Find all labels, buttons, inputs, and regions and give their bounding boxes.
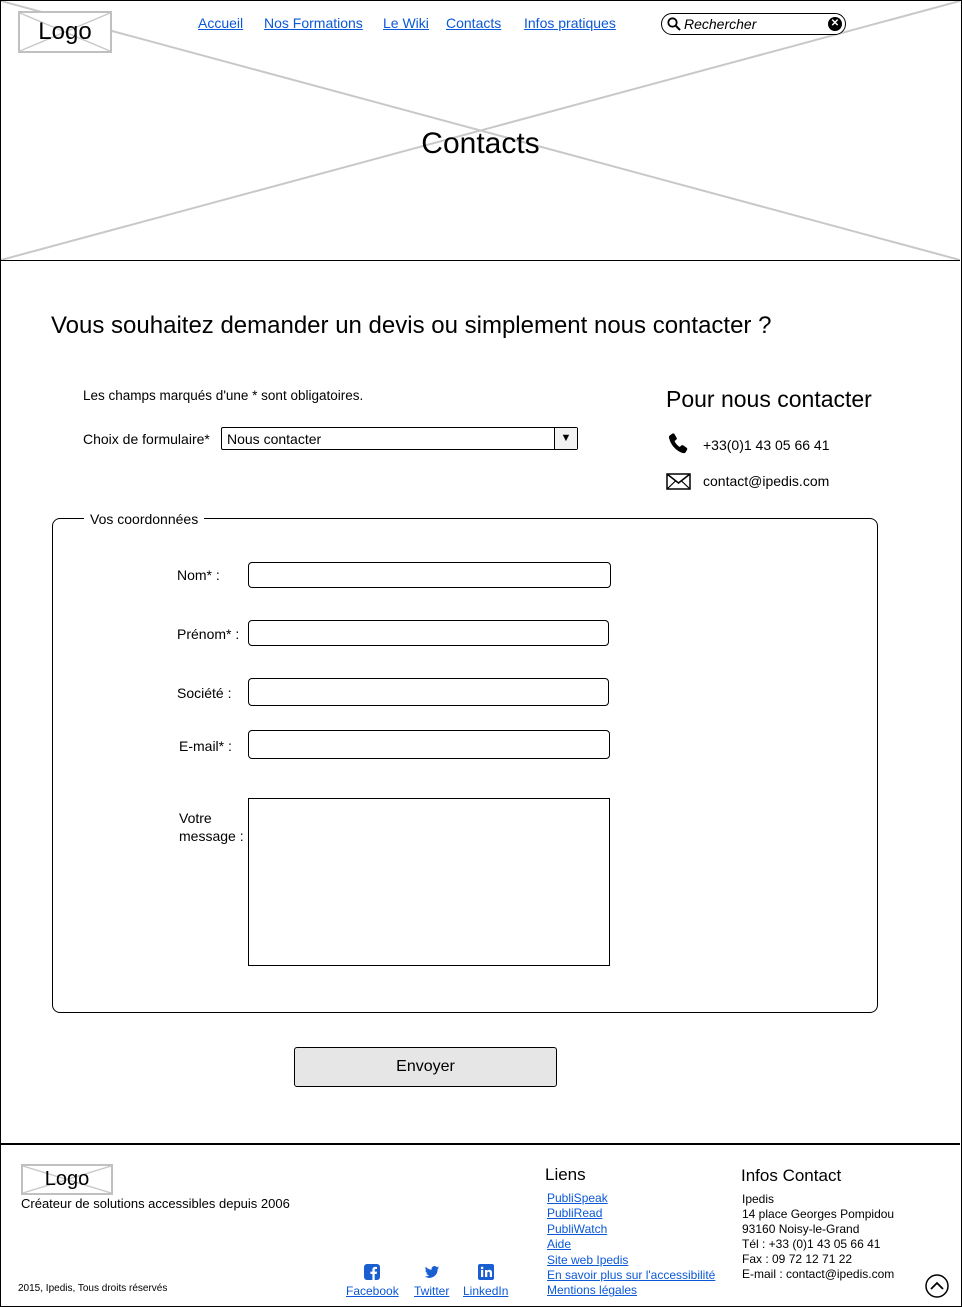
info-line-street: 14 place Georges Pompidou xyxy=(742,1207,895,1221)
footer-link-publispeak[interactable]: PubliSpeak xyxy=(547,1191,608,1205)
form-choice-select[interactable] xyxy=(221,427,578,450)
nom-label: Nom* : xyxy=(177,567,220,583)
main-heading: Vous souhaitez demander un devis ou simplement nous contacter ? xyxy=(51,312,772,339)
page-title: Contacts xyxy=(421,127,540,160)
prenom-field[interactable] xyxy=(248,620,609,646)
chevron-down-icon[interactable]: ▼ xyxy=(554,428,577,449)
footer-link-site-ipedis[interactable]: Site web Ipedis xyxy=(547,1252,629,1267)
footer-link-publiwatch[interactable]: PubliWatch xyxy=(547,1221,608,1236)
footer-links xyxy=(547,1190,715,1298)
info-contact-lines xyxy=(742,1192,894,1282)
contact-phone: +33(0)1 43 05 66 41 xyxy=(703,437,830,453)
clear-icon[interactable]: ✕ xyxy=(828,17,842,31)
email-label: E-mail* : xyxy=(179,738,232,754)
contact-email: contact@ipedis.com xyxy=(703,473,830,489)
search-icon[interactable] xyxy=(667,17,681,31)
social-twitter xyxy=(414,1264,449,1300)
twitter-icon[interactable] xyxy=(424,1264,440,1280)
header-logo-label: Logo xyxy=(38,18,92,45)
nav-link-formations[interactable]: Nos Formations xyxy=(264,15,363,31)
footer-link-mentions-legales[interactable]: Mentions légales xyxy=(547,1283,638,1298)
twitter-link[interactable]: Twitter xyxy=(414,1284,450,1298)
required-fields-note: Les champs marqués d'une * sont obligatoires. xyxy=(83,388,364,403)
footer-link-aide[interactable]: Aide xyxy=(547,1237,572,1252)
copyright: 2015, Ipedis, Tous droits réservés xyxy=(18,1283,168,1294)
info-contact-title: Infos Contact xyxy=(741,1166,842,1185)
back-to-top-icon[interactable] xyxy=(925,1274,949,1298)
footer-tagline: Créateur de solutions accessibles depuis 2006 xyxy=(21,1196,290,1211)
footer-divider xyxy=(1,1143,960,1145)
info-line-phone: Tél : +33 (0)1 43 05 66 41 xyxy=(742,1237,881,1251)
social-facebook xyxy=(346,1264,399,1300)
info-line-company: Ipedis xyxy=(742,1192,775,1206)
search-box xyxy=(661,13,846,35)
info-line-email: E-mail : contact@ipedis.com xyxy=(742,1267,895,1281)
facebook-icon[interactable] xyxy=(364,1264,380,1280)
footer-logo[interactable] xyxy=(21,1164,113,1195)
footer-logo-label: Logo xyxy=(44,1168,90,1190)
footer-link-publiread[interactable]: PubliRead xyxy=(547,1206,603,1221)
links-title: Liens xyxy=(545,1165,586,1184)
submit-button[interactable]: Envoyer xyxy=(294,1047,557,1087)
nav-link-accueil[interactable]: Accueil xyxy=(198,15,244,31)
nav-link-contacts[interactable]: Contacts xyxy=(446,15,502,31)
info-line-fax: Fax : 09 72 12 71 22 xyxy=(742,1252,853,1266)
contact-box-title: Pour nous contacter xyxy=(666,386,872,412)
societe-field[interactable] xyxy=(248,678,609,706)
header-logo[interactable] xyxy=(18,11,112,53)
message-textarea[interactable] xyxy=(248,798,610,966)
linkedin-icon[interactable] xyxy=(478,1264,494,1280)
email-field[interactable] xyxy=(248,730,610,759)
nav-link-wiki[interactable]: Le Wiki xyxy=(383,15,429,31)
phone-icon xyxy=(666,432,690,456)
social-linkedin xyxy=(463,1264,508,1300)
societe-label: Société : xyxy=(177,685,232,701)
header-banner xyxy=(1,1,960,261)
form-choice-value: Nous contacter xyxy=(227,431,322,447)
fieldset-legend: Vos coordonnées xyxy=(84,511,204,527)
linkedin-link[interactable]: LinkedIn xyxy=(463,1284,509,1298)
info-line-city: 93160 Noisy-le-Grand xyxy=(742,1222,860,1236)
prenom-label: Prénom* : xyxy=(177,626,240,642)
footer-link-accessibilite[interactable]: En savoir plus sur l'accessibilité xyxy=(547,1267,716,1282)
mail-icon xyxy=(666,473,691,490)
facebook-link[interactable]: Facebook xyxy=(346,1284,399,1298)
form-choice-label: Choix de formulaire* xyxy=(83,431,210,447)
nom-field[interactable] xyxy=(248,562,611,588)
search-input[interactable] xyxy=(684,16,824,32)
nav-link-infos-pratiques[interactable]: Infos pratiques xyxy=(524,15,616,31)
message-label: Votre message : xyxy=(179,810,244,844)
